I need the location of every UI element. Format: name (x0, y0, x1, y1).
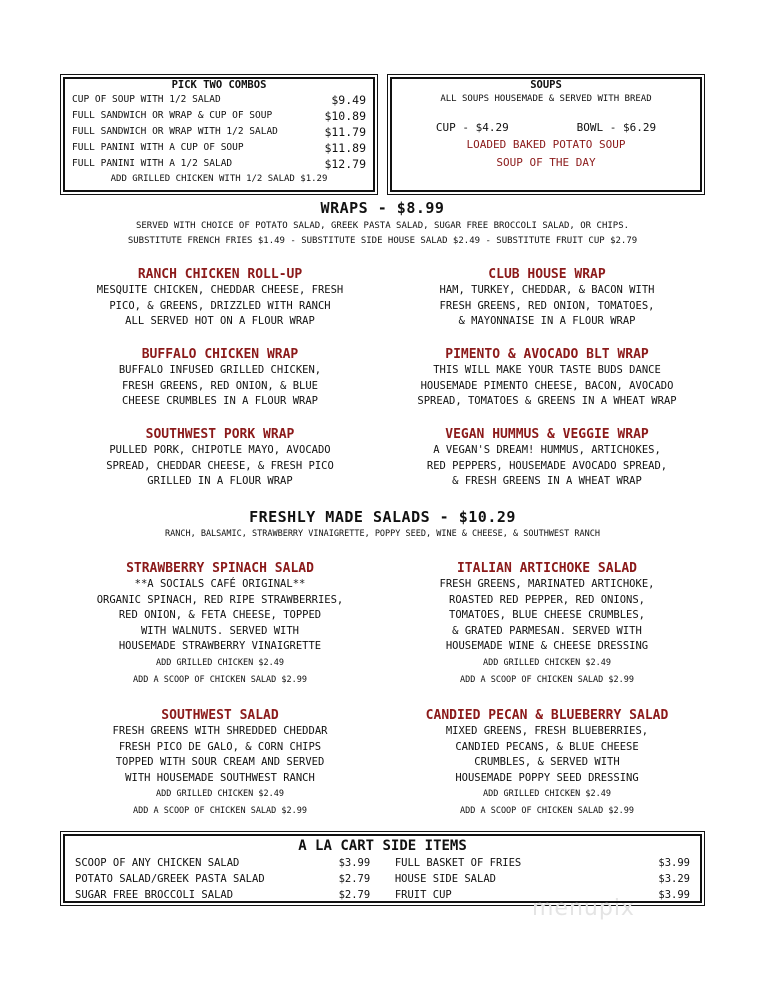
side-price: $3.99 (338, 857, 371, 869)
side-label: FRUIT CUP (394, 889, 452, 901)
menu-item (397, 346, 697, 410)
menu-item (70, 426, 370, 490)
side-row (395, 855, 690, 871)
sides-box (63, 834, 702, 903)
item-desc: ORGANIC SPINACH, RED RIPE STRAWBERRIES, (96, 593, 344, 606)
combo-label: FULL PANINI WITH A 1/2 SALAD (72, 158, 233, 169)
side-price: $2.79 (338, 889, 371, 901)
item-name: PIMENTO & AVOCADO BLT WRAP (445, 347, 649, 362)
sides-left-column (75, 855, 370, 903)
item-name: RANCH CHICKEN ROLL-UP (137, 267, 303, 282)
combo-price: $9.49 (331, 93, 366, 107)
item-desc: CRUMBLES, & SERVED WITH (474, 756, 620, 768)
item-desc: BUFFALO INFUSED GRILLED CHICKEN, (118, 364, 322, 376)
wraps-sub-1: SERVED WITH CHOICE OF POTATO SALAD, GREEK PASTA SALAD, SUGAR FREE BROCCOLI SALAD, OR CHIPS. (135, 221, 630, 231)
combo-label: CUP OF SOUP WITH 1/2 SALAD (72, 94, 221, 105)
combo-price: $11.89 (324, 141, 366, 155)
item-desc: FRESH GREENS WITH SHREDDED CHEDDAR (112, 725, 328, 737)
menu-item (397, 560, 697, 689)
combo-price: $12.79 (324, 157, 366, 171)
item-addon: ADD A SCOOP OF CHICKEN SALAD $2.99 (460, 674, 634, 685)
combo-row (72, 108, 366, 124)
soups-title: SOUPS (530, 79, 562, 91)
item-desc: & FRESH GREENS IN A WHEAT WRAP (452, 475, 642, 487)
item-addon: ADD A SCOOP OF CHICKEN SALAD $2.99 (460, 806, 634, 816)
item-desc: CANDIED PECANS, & BLUE CHEESE (455, 740, 639, 753)
side-price: $3.29 (658, 873, 690, 885)
combo-label: FULL SANDWICH OR WRAP & CUP OF SOUP (72, 110, 273, 121)
soups-subtitle: ALL SOUPS HOUSEMADE & SERVED WITH BREAD (440, 94, 652, 104)
soup-item: SOUP OF THE DAY (496, 156, 596, 169)
item-desc: WITH HOUSEMADE SOUTHWEST RANCH (125, 771, 315, 784)
side-row (75, 887, 370, 903)
item-name: VEGAN HUMMUS & VEGGIE WRAP (445, 427, 649, 442)
side-row (395, 871, 690, 887)
side-price: $3.99 (658, 889, 690, 901)
item-desc: SPREAD, TOMATOES & GREENS IN A WHEAT WRAP (417, 395, 677, 407)
item-desc: CHEESE CRUMBLES IN A FLOUR WRAP (122, 395, 318, 407)
combo-price: $11.79 (324, 125, 366, 139)
soup-item: LOADED BAKED POTATO SOUP (466, 138, 626, 151)
soups-box (390, 77, 702, 192)
item-desc: RED ONION, & FETA CHEESE, TOPPED (118, 609, 322, 621)
menu-item (397, 707, 697, 820)
item-name: CLUB HOUSE WRAP (488, 267, 606, 282)
soup-sizes (402, 120, 690, 136)
item-addon: ADD A SCOOP OF CHICKEN SALAD $2.99 (133, 806, 307, 816)
item-desc: THIS WILL MAKE YOUR TASTE BUDS DANCE (433, 364, 661, 376)
side-label: HOUSE SIDE SALAD (394, 873, 496, 885)
watermark-logo: menupix (532, 896, 635, 921)
side-row (75, 855, 370, 871)
side-price: $2.79 (338, 873, 371, 885)
wraps-title: WRAPS - $8.99 (320, 199, 445, 217)
combo-label: FULL PANINI WITH A CUP OF SOUP (72, 142, 244, 153)
item-desc: FRESH PICO DE GALO, & CORN CHIPS (118, 740, 322, 753)
item-desc: HOUSEMADE STRAWBERRY VINAIGRETTE (118, 640, 322, 652)
item-desc: ROASTED RED PEPPER, RED ONIONS, (449, 593, 645, 606)
item-desc: PICO, & GREENS, DRIZZLED WITH RANCH (109, 299, 331, 312)
item-desc: & MAYONNAISE IN A FLOUR WRAP (458, 315, 636, 327)
item-name: BUFFALO CHICKEN WRAP (141, 347, 299, 362)
item-addon: ADD GRILLED CHICKEN $2.49 (156, 789, 284, 799)
wraps-sub-2: SUBSTITUTE FRENCH FRIES $1.49 - SUBSTITUTE SIDE HOUSE SALAD $2.49 - SUBSTITUTE FRUIT CUP $2.79 (127, 236, 638, 246)
soup-cup-price: CUP - $4.29 (435, 121, 509, 134)
combo-row (72, 140, 366, 156)
item-desc: FRESH GREENS, MARINATED ARTICHOKE, (439, 578, 655, 590)
item-desc: SPREAD, CHEDDAR CHEESE, & FRESH PICO (106, 459, 334, 472)
item-desc: HAM, TURKEY, CHEDDAR, & BACON WITH (439, 284, 655, 296)
salads-sub: RANCH, BALSAMIC, STRAWBERRY VINAIGRETTE, POPPY SEED, WINE & CHEESE, & SOUTHWEST RANCH (165, 529, 600, 539)
soup-bowl-price: BOWL - $6.29 (576, 121, 657, 134)
combo-note: ADD GRILLED CHICKEN WITH 1/2 SALAD $1.29 (110, 174, 328, 184)
menu-item (397, 426, 697, 490)
combo-row (72, 92, 366, 108)
item-addon: ADD GRILLED CHICKEN $2.49 (483, 789, 611, 799)
item-desc: HOUSEMADE PIMENTO CHEESE, BACON, AVOCADO (420, 379, 674, 392)
item-addon: ADD A SCOOP OF CHICKEN SALAD $2.99 (133, 674, 307, 685)
combo-row (72, 156, 366, 172)
sides-title: A LA CART SIDE ITEMS (298, 838, 467, 854)
item-name: STRAWBERRY SPINACH SALAD (126, 561, 314, 576)
item-name: CANDIED PECAN & BLUEBERRY SALAD (425, 708, 669, 723)
item-desc: & GRATED PARMESAN. SERVED WITH (452, 624, 642, 637)
item-desc: MIXED GREENS, FRESH BLUEBERRIES, (445, 725, 649, 737)
combo-row (72, 124, 366, 140)
item-desc: WITH WALNUTS. SERVED WITH (140, 624, 300, 637)
side-label: POTATO SALAD/GREEK PASTA SALAD (75, 873, 265, 885)
item-desc: TOPPED WITH SOUR CREAM AND SERVED (115, 756, 325, 768)
combo-label: FULL SANDWICH OR WRAP WITH 1/2 SALAD (72, 126, 278, 137)
item-desc: PULLED PORK, CHIPOTLE MAYO, AVOCADO (109, 444, 331, 456)
side-label: FULL BASKET OF FRIES (394, 857, 522, 869)
salads-title: FRESHLY MADE SALADS - $10.29 (249, 508, 516, 526)
menu-item (397, 266, 697, 330)
item-desc: HOUSEMADE WINE & CHEESE DRESSING (445, 640, 649, 652)
combos-title: PICK TWO COMBOS (171, 79, 267, 91)
item-desc: HOUSEMADE POPPY SEED DRESSING (455, 771, 639, 784)
item-desc: A VEGAN'S DREAM! HUMMUS, ARTICHOKES, (433, 444, 661, 456)
item-desc: FRESH GREENS, RED ONION, TOMATOES, (439, 299, 655, 312)
item-addon: ADD GRILLED CHICKEN $2.49 (156, 657, 284, 668)
item-desc: TOMATOES, BLUE CHEESE CRUMBLES, (449, 609, 645, 621)
combos-box (63, 77, 375, 192)
menu-item (70, 346, 370, 410)
side-row (75, 871, 370, 887)
item-desc: MESQUITE CHICKEN, CHEDDAR CHEESE, FRESH (96, 284, 344, 296)
item-desc: GRILLED IN A FLOUR WRAP (147, 475, 293, 487)
menu-item (70, 266, 370, 330)
side-label: SUGAR FREE BROCCOLI SALAD (75, 889, 234, 901)
side-price: $3.99 (658, 857, 690, 869)
combo-price: $10.89 (324, 109, 366, 123)
item-desc: ALL SERVED HOT ON A FLOUR WRAP (125, 315, 315, 327)
item-name: ITALIAN ARTICHOKE SALAD (456, 561, 637, 576)
menu-item (70, 707, 370, 820)
side-label: SCOOP OF ANY CHICKEN SALAD (75, 857, 240, 869)
item-name: SOUTHWEST PORK WRAP (145, 427, 295, 442)
menu-item (70, 560, 370, 689)
item-name: SOUTHWEST SALAD (161, 708, 279, 723)
item-desc: RED PEPPERS, HOUSEMADE AVOCADO SPREAD, (426, 459, 668, 472)
item-addon: ADD GRILLED CHICKEN $2.49 (483, 657, 611, 668)
item-desc: **A SOCIALS CAFÉ ORIGINAL** (134, 578, 306, 590)
item-desc: FRESH GREENS, RED ONION, & BLUE (122, 379, 318, 392)
